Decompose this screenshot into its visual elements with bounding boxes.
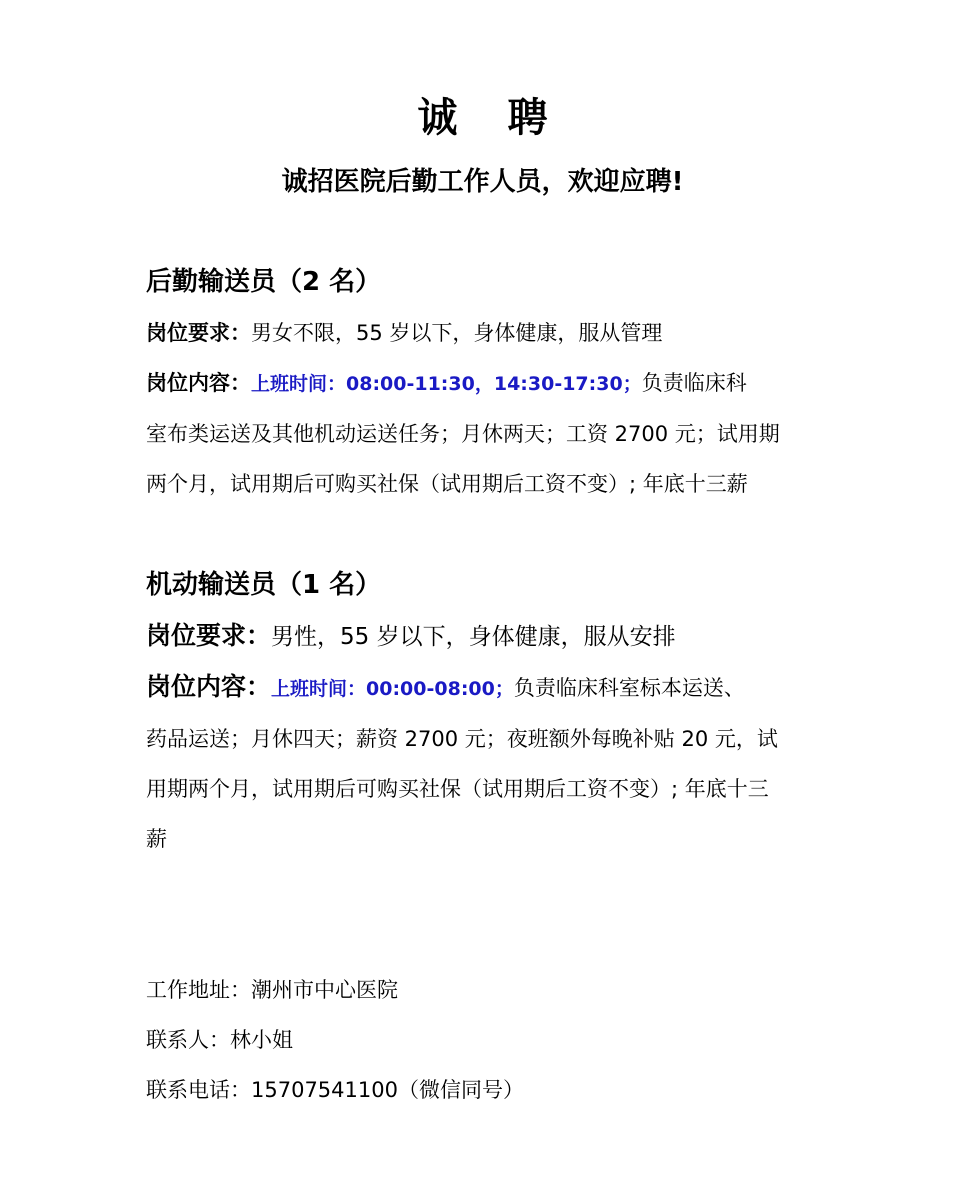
contact-info [146,965,826,1115]
job-section-mobile [146,565,826,864]
job-content [146,358,826,409]
requirement-label: 岗位要求： [146,321,251,345]
work-address: 工作地址：潮州市中心医院 [146,978,398,1002]
requirement-text: 男性，55 岁以下，身体健康，服从安排 [271,624,676,650]
requirement-text: 男女不限，55 岁以下，身体健康，服从管理 [251,321,663,345]
job-title: 后勤输送员（2 名） [146,267,382,297]
content-text: 负责临床科 [641,371,747,395]
content-label: 岗位内容： [146,672,272,701]
contact-phone: 联系电话：15707541100（微信同号） [146,1078,524,1102]
page-subtitle: 诚招医院后勤工作人员，欢迎应聘! [281,167,684,197]
job-content-continued: 药品运送；月休四天；薪资 2700 元；夜班额外每晚补贴 20 元，试 [146,727,778,751]
work-hours: 上班时间：08:00-11:30，14:30-17:30； [251,373,642,395]
job-requirement [146,308,826,358]
job-content-continued: 两个月，试用期后可购买社保（试用期后工资不变）; 年底十三薪 [146,472,748,496]
work-hours: 上班时间：00:00-08:00； [271,678,514,700]
job-section-logistics [146,262,826,509]
job-title: 机动输送员（1 名） [146,570,382,600]
page-title: 诚 聘 [417,95,566,141]
contact-person: 联系人：林小姐 [146,1028,293,1052]
job-content-continued: 薪 [146,827,167,851]
content-label: 岗位内容： [146,371,251,395]
job-content-continued: 用期两个月，试用期后可购买社保（试用期后工资不变）; 年底十三 [146,777,769,801]
requirement-label: 岗位要求： [146,621,272,650]
job-content [146,662,826,714]
content-text: 负责临床科室标本运送、 [513,676,745,700]
job-content-continued: 室布类运送及其他机动运送任务；月休两天；工资 2700 元；试用期 [146,422,780,446]
job-requirement [146,611,826,662]
